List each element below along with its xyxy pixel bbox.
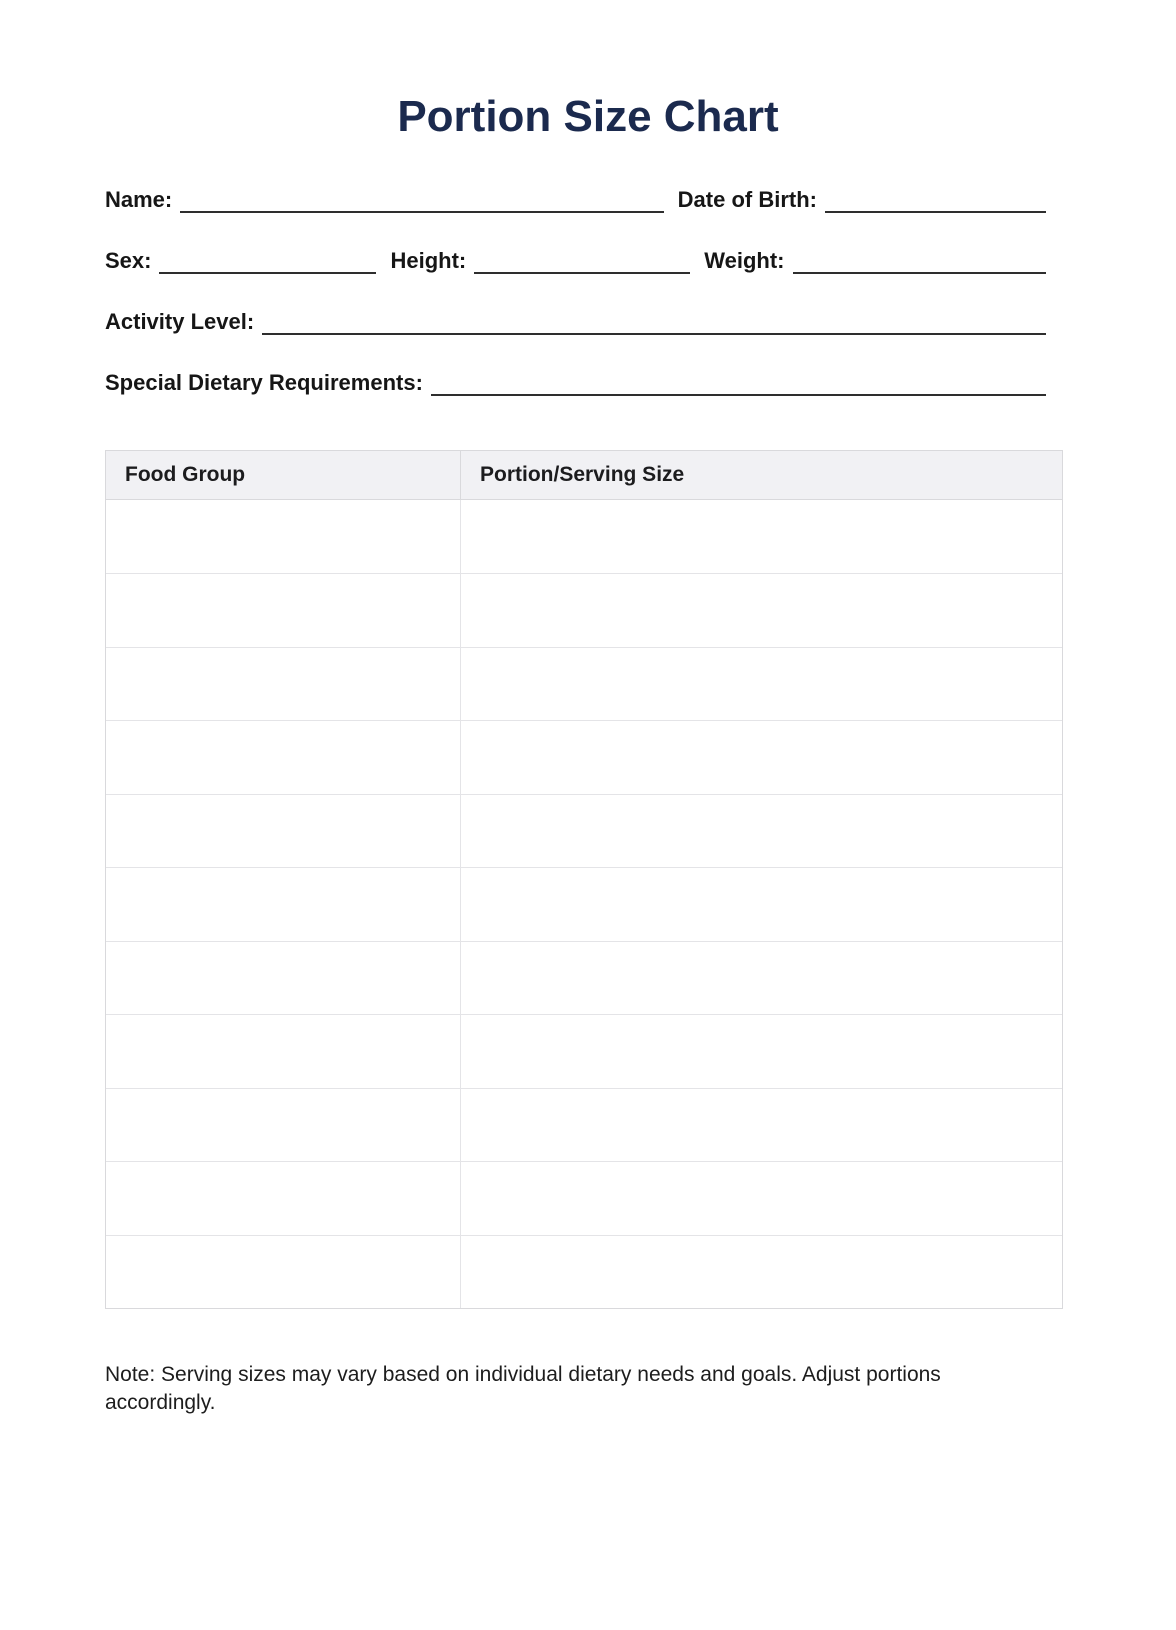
- form-row-activity: [105, 309, 1046, 335]
- food-group-cell[interactable]: [106, 941, 461, 1015]
- portion-size-cell[interactable]: [461, 794, 1062, 868]
- sex-input-line[interactable]: [159, 252, 376, 274]
- portion-size-cell[interactable]: [461, 647, 1062, 721]
- portion-size-cell[interactable]: [461, 1235, 1062, 1309]
- weight-input-line[interactable]: [793, 252, 1047, 274]
- name-label: Name:: [105, 186, 173, 212]
- table-row: [106, 1235, 1062, 1309]
- activity-level-input-line[interactable]: [262, 313, 1046, 335]
- portion-size-cell[interactable]: [461, 1014, 1062, 1088]
- table-row: [106, 794, 1062, 868]
- table-header-row: [106, 451, 1062, 500]
- table-row: [106, 867, 1062, 941]
- food-group-cell[interactable]: [106, 573, 461, 647]
- food-group-column-header: Food Group: [106, 451, 461, 500]
- name-input-line[interactable]: [180, 191, 663, 213]
- note-text: Note: Serving sizes may vary based on individual dietary needs and goals. Adjust portions accordingly.: [105, 1363, 941, 1415]
- portion-size-cell[interactable]: [461, 500, 1062, 574]
- form-row-name-dob: [105, 187, 1046, 213]
- table-row: [106, 720, 1062, 794]
- portion-size-cell[interactable]: [461, 573, 1062, 647]
- page-title: Portion Size Chart: [397, 92, 779, 141]
- height-label: Height:: [390, 247, 467, 273]
- table-row: [106, 1088, 1062, 1162]
- table-header: [106, 451, 1062, 500]
- dietary-requirements-label: Special Dietary Requirements:: [105, 369, 423, 395]
- table-row: [106, 1161, 1062, 1235]
- food-group-cell[interactable]: [106, 1161, 461, 1235]
- form-row-dietary: [105, 370, 1046, 396]
- sex-label: Sex:: [105, 247, 152, 273]
- dietary-requirements-input-line[interactable]: [431, 374, 1046, 396]
- portion-size-cell[interactable]: [461, 1161, 1062, 1235]
- table-row: [106, 500, 1062, 574]
- table-row: [106, 941, 1062, 1015]
- portion-size-column-header: Portion/Serving Size: [461, 451, 1062, 500]
- food-group-cell[interactable]: [106, 720, 461, 794]
- portion-size-cell[interactable]: [461, 1088, 1062, 1162]
- dob-label: Date of Birth:: [677, 186, 817, 212]
- food-group-cell[interactable]: [106, 867, 461, 941]
- portion-size-cell[interactable]: [461, 867, 1062, 941]
- table-row: [106, 1014, 1062, 1088]
- weight-label: Weight:: [704, 247, 785, 273]
- portion-size-cell[interactable]: [461, 720, 1062, 794]
- food-group-cell[interactable]: [106, 1235, 461, 1309]
- portion-size-table: [105, 450, 1063, 1310]
- table-row: [106, 573, 1062, 647]
- portion-size-cell[interactable]: [461, 941, 1062, 1015]
- portion-table-body: [106, 500, 1062, 1309]
- food-group-cell[interactable]: [106, 1088, 461, 1162]
- height-input-line[interactable]: [474, 252, 690, 274]
- patient-info-form: [105, 187, 1046, 396]
- dob-input-line[interactable]: [825, 191, 1046, 213]
- food-group-cell[interactable]: [106, 794, 461, 868]
- food-group-cell[interactable]: [106, 1014, 461, 1088]
- form-row-sex-height-weight: [105, 248, 1046, 274]
- table-row: [106, 647, 1062, 721]
- food-group-cell[interactable]: [106, 647, 461, 721]
- activity-level-label: Activity Level:: [105, 308, 255, 334]
- food-group-cell[interactable]: [106, 500, 461, 574]
